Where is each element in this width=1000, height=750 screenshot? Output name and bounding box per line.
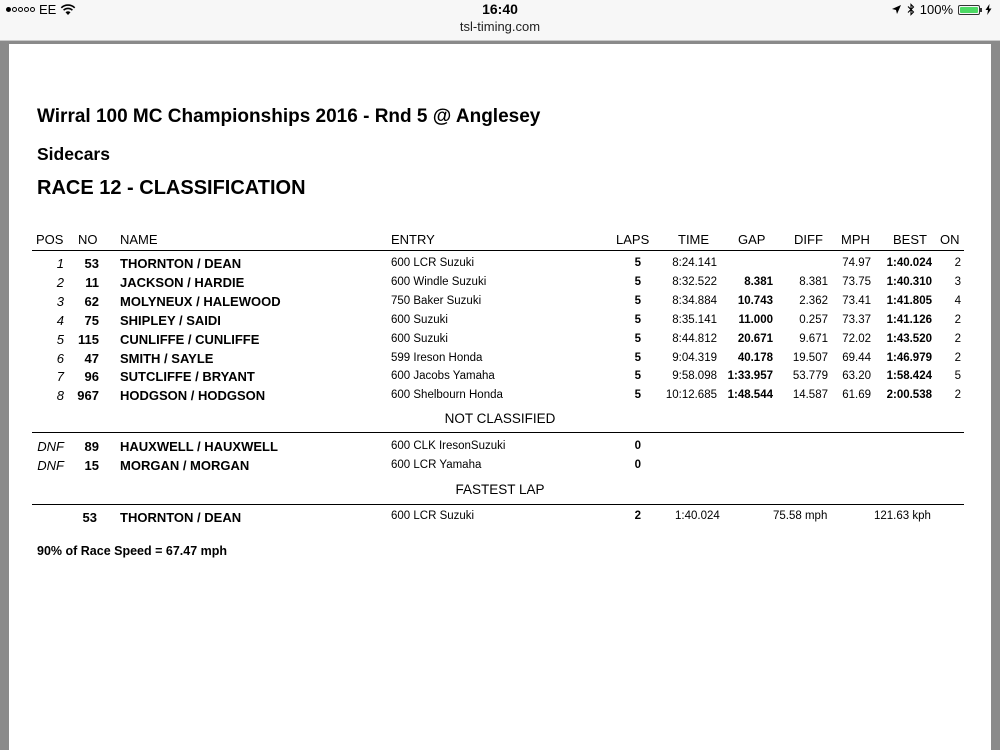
- cell-time: 10:12.685: [665, 389, 717, 402]
- cell-diff: 8.381: [799, 275, 828, 288]
- fastest-lap-lap: 2: [634, 510, 641, 522]
- race-title: RACE 12 - CLASSIFICATION: [37, 177, 306, 199]
- cell-best: 1:43.520: [886, 332, 932, 345]
- cell-laps: 5: [634, 313, 641, 326]
- status-right: [891, 2, 992, 17]
- cell-pos: 4: [56, 312, 64, 328]
- cell-laps: 5: [634, 275, 641, 288]
- cell-mph: 63.20: [842, 370, 871, 383]
- cell-diff: 53.779: [792, 370, 828, 383]
- fastest-lap-time: 1:40.024: [675, 510, 720, 522]
- cell-mph: 61.69: [842, 389, 871, 402]
- cell-entry: 600 LCR Yamaha: [391, 458, 482, 471]
- cell-no: 15: [84, 457, 99, 473]
- cell-diff: 14.587: [792, 389, 828, 402]
- cell-no: 47: [84, 350, 99, 366]
- cell-time: 9:58.098: [672, 370, 717, 383]
- cell-time: 8:35.141: [672, 313, 717, 326]
- cell-name: SUTCLIFFE / BRYANT: [120, 369, 255, 385]
- cell-best: 1:41.805: [886, 294, 932, 307]
- cell-best: 1:46.979: [886, 351, 932, 364]
- cell-diff: 9.671: [799, 332, 828, 345]
- event-title: Wirral 100 MC Championships 2016 - Rnd 5 @ Anglesey: [37, 106, 541, 127]
- col-header-time: TIME: [678, 232, 710, 247]
- cell-laps: 5: [634, 370, 641, 383]
- cell-on: 2: [954, 389, 961, 402]
- col-header-laps: LAPS: [616, 232, 650, 247]
- fastest-lap-name: THORNTON / DEAN: [120, 510, 242, 525]
- cell-best: 1:41.126: [886, 313, 932, 326]
- fastest-lap-divider: [32, 504, 964, 505]
- cell-gap: 1:33.957: [727, 370, 773, 383]
- cell-diff: 0.257: [799, 313, 828, 326]
- class-title: Sidecars: [37, 144, 110, 164]
- col-header-on: ON: [940, 232, 960, 247]
- col-header-best: BEST: [893, 232, 927, 247]
- cell-pos: DNF: [37, 439, 64, 454]
- cell-entry: 600 Suzuki: [391, 313, 448, 326]
- cell-best: 1:58.424: [886, 370, 932, 383]
- status-bar: [0, 0, 1000, 41]
- carrier-label: EE: [39, 2, 57, 17]
- cell-pos: 2: [56, 274, 64, 290]
- cell-name: MOLYNEUX / HALEWOOD: [120, 293, 281, 309]
- cell-best: 2:00.538: [886, 389, 932, 402]
- cell-gap: 10.743: [737, 294, 773, 307]
- fastest-lap-mph: 75.58 mph: [773, 510, 828, 522]
- fastest-lap-kph: 121.63 kph: [874, 510, 931, 522]
- cell-name: HAUXWELL / HAUXWELL: [120, 439, 278, 454]
- cell-pos: DNF: [37, 457, 64, 473]
- cell-on: 2: [954, 332, 961, 345]
- cell-on: 4: [954, 294, 961, 307]
- cell-name: SHIPLEY / SAIDI: [120, 312, 221, 328]
- cell-time: 8:34.884: [672, 294, 717, 307]
- col-header-name: NAME: [120, 232, 158, 247]
- cell-name: CUNLIFFE / CUNLIFFE: [120, 331, 260, 347]
- cell-time: 8:32.522: [672, 275, 717, 288]
- cell-laps: 0: [634, 458, 641, 471]
- cell-time: 8:44.812: [672, 332, 717, 345]
- cell-name: THORNTON / DEAN: [120, 256, 242, 271]
- charging-icon: [985, 4, 992, 15]
- cell-pos: 3: [56, 293, 64, 309]
- fastest-lap-entry: 600 LCR Suzuki: [391, 510, 475, 522]
- cell-no: 96: [84, 369, 99, 385]
- cell-gap: 11.000: [738, 313, 773, 326]
- race-speed-note: 90% of Race Speed = 67.47 mph: [37, 544, 228, 558]
- cell-no: 967: [77, 388, 99, 404]
- cell-laps: 5: [634, 351, 641, 364]
- cell-pos: 6: [56, 350, 64, 366]
- cell-mph: 74.97: [842, 257, 871, 269]
- cell-name: MORGAN / MORGAN: [120, 457, 250, 473]
- col-header-no: NO: [78, 232, 98, 247]
- not-classified-divider: [32, 432, 964, 433]
- cell-laps: 5: [634, 257, 641, 269]
- cell-on: 2: [954, 313, 961, 326]
- col-header-mph: MPH: [841, 232, 870, 247]
- cell-entry: 600 Shelbourn Honda: [391, 389, 503, 402]
- cell-laps: 5: [634, 389, 641, 402]
- cell-diff: 2.362: [799, 294, 828, 307]
- cell-on: 2: [954, 351, 961, 364]
- cell-entry: 600 LCR Suzuki: [391, 257, 475, 269]
- cell-on: 5: [954, 370, 961, 383]
- cell-name: SMITH / SAYLE: [120, 350, 214, 366]
- cell-entry: 599 Ireson Honda: [391, 351, 483, 364]
- cell-on: 3: [954, 275, 961, 288]
- cell-no: 89: [84, 439, 99, 454]
- cell-entry: 600 CLK IresonSuzuki: [391, 440, 506, 452]
- cell-laps: 5: [634, 294, 641, 307]
- cell-no: 115: [78, 331, 99, 347]
- battery-icon: [958, 5, 980, 15]
- cell-no: 53: [84, 256, 99, 271]
- cell-no: 75: [84, 312, 99, 328]
- cell-gap: 8.381: [744, 275, 773, 288]
- cell-laps: 5: [634, 332, 641, 345]
- address-bar-url[interactable]: tsl-timing.com: [459, 19, 541, 34]
- cell-entry: 600 Jacobs Yamaha: [391, 370, 495, 383]
- cell-time: 9:04.319: [672, 351, 717, 364]
- clock: 16:40: [482, 1, 518, 17]
- col-header-entry: ENTRY: [391, 232, 435, 247]
- bluetooth-icon: [907, 3, 915, 16]
- not-classified-heading: NOT CLASSIFIED: [444, 411, 556, 426]
- cell-on: 2: [954, 257, 961, 269]
- cell-pos: 1: [56, 256, 64, 271]
- cell-pos: 7: [56, 369, 64, 385]
- cell-pos: 5: [56, 331, 64, 347]
- cell-best: 1:40.310: [886, 275, 932, 288]
- cell-mph: 73.37: [842, 313, 871, 326]
- cell-laps: 0: [634, 440, 641, 452]
- cell-gap: 40.178: [737, 351, 773, 364]
- location-arrow-icon: [891, 4, 902, 15]
- cell-best: 1:40.024: [886, 257, 932, 269]
- results-document: [9, 44, 991, 750]
- cell-no: 62: [84, 293, 99, 309]
- cell-entry: 600 Suzuki: [391, 332, 448, 345]
- cell-mph: 73.75: [842, 275, 871, 288]
- cell-mph: 69.44: [842, 351, 871, 364]
- cell-pos: 8: [56, 388, 64, 404]
- cell-name: JACKSON / HARDIE: [120, 274, 245, 290]
- cell-mph: 72.02: [842, 332, 871, 345]
- cell-entry: 600 Windle Suzuki: [391, 275, 487, 288]
- cell-gap: 20.671: [737, 332, 773, 345]
- cell-diff: 19.507: [792, 351, 828, 364]
- cell-time: 8:24.141: [672, 257, 717, 269]
- cell-entry: 750 Baker Suzuki: [391, 294, 482, 307]
- col-header-pos: POS: [36, 232, 64, 247]
- cell-gap: 1:48.544: [727, 389, 773, 402]
- cell-name: HODGSON / HODGSON: [120, 388, 266, 404]
- cell-mph: 73.41: [842, 294, 871, 307]
- fastest-lap-heading: FASTEST LAP: [455, 482, 545, 497]
- col-header-gap: GAP: [738, 232, 766, 247]
- battery-percent: 100%: [919, 2, 953, 17]
- fastest-lap-no: 53: [82, 510, 97, 525]
- battery-level-fill: [960, 7, 978, 13]
- header-divider: [32, 250, 964, 251]
- col-header-diff: DIFF: [794, 232, 823, 247]
- cell-no: 11: [85, 274, 99, 290]
